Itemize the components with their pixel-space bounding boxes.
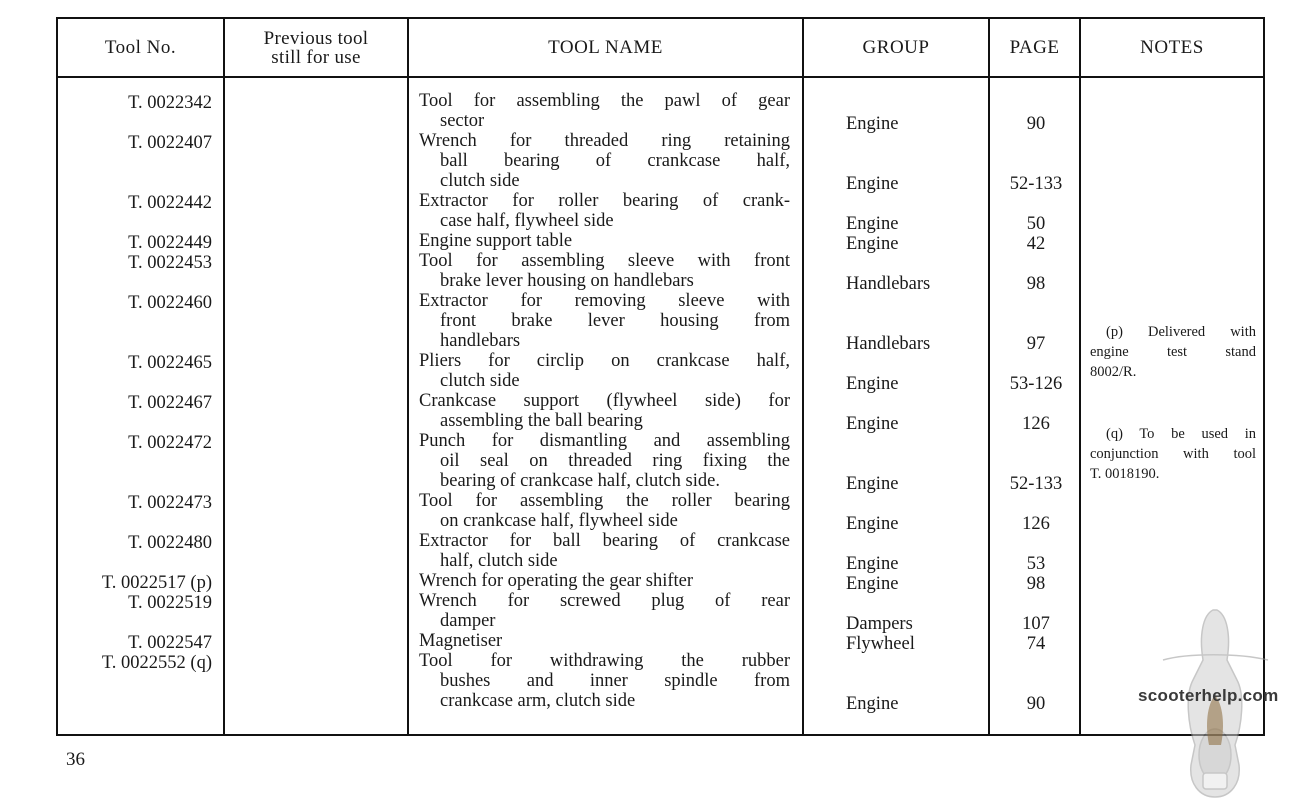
watermark-text: scooterhelp.com — [1138, 686, 1279, 705]
tool-number: T. 0022453 — [128, 253, 212, 273]
note-line: 8002/R. — [1090, 364, 1137, 380]
tool-number: T. 0022467 — [128, 393, 212, 413]
tool-group: Handlebars — [846, 334, 931, 354]
note-line: conjunction with tool — [1090, 446, 1256, 462]
tool-name-line: Wrench for screwed plug of rear — [419, 591, 790, 611]
header-group: GROUP — [862, 36, 930, 58]
tool-name-line: Tool for withdrawing the rubber — [419, 651, 790, 671]
tool-number: T. 0022473 — [128, 493, 212, 513]
tool-number: T. 0022449 — [128, 233, 212, 253]
header-page: PAGE — [1009, 36, 1060, 58]
tool-group: Engine — [846, 414, 899, 434]
column-divider — [223, 19, 225, 734]
tool-name-line: Wrench for threaded ring retaining — [419, 131, 790, 151]
tool-group: Dampers — [846, 614, 913, 634]
tool-page: 53-126 — [1009, 374, 1063, 394]
tool-number: T. 0022480 — [128, 533, 212, 553]
tool-number: T. 0022460 — [128, 293, 212, 313]
column-divider — [988, 19, 990, 734]
tool-name-line: brake lever housing on handlebars — [440, 271, 694, 291]
tool-page: 52-133 — [1009, 474, 1063, 494]
tool-name-line: bearing of crankcase half, clutch side. — [440, 471, 720, 491]
tool-number: T. 0022442 — [128, 193, 212, 213]
note-block — [1090, 424, 1256, 484]
tool-page: 126 — [1022, 514, 1050, 534]
tool-name-line: ball bearing of crankcase half, — [440, 151, 790, 171]
tool-number: T. 0022465 — [128, 353, 212, 373]
column-divider — [1079, 19, 1081, 734]
tool-name-line: Extractor for roller bearing of crank- — [419, 191, 790, 211]
tools-table — [56, 17, 1265, 736]
column-divider — [407, 19, 409, 734]
tool-page: 52-133 — [1009, 174, 1063, 194]
tool-group: Engine — [846, 514, 899, 534]
header-previous-tool — [225, 19, 407, 76]
header-notes: NOTES — [1140, 36, 1204, 58]
note-block — [1090, 322, 1256, 382]
column-divider — [802, 19, 804, 734]
tool-name-line: Pliers for circlip on crankcase half, — [419, 351, 790, 371]
tool-name-line: clutch side — [440, 371, 520, 391]
note-line: (p) Delivered with — [1106, 324, 1256, 340]
tool-name-line: Tool for assembling the pawl of gear — [419, 91, 790, 111]
header-divider — [58, 76, 1263, 78]
tool-name-line: handlebars — [440, 331, 521, 351]
tool-name-line: assembling the ball bearing — [440, 411, 643, 431]
note-line: (q) To be used in — [1106, 426, 1256, 442]
tool-number: T. 0022519 — [128, 593, 212, 613]
tool-name-line: Crankcase support (flywheel side) for — [419, 391, 790, 411]
tool-page: 97 — [1026, 334, 1046, 354]
tool-group: Engine — [846, 474, 899, 494]
tool-name-line: Extractor for ball bearing of crankcase — [419, 531, 790, 551]
tool-page: 98 — [1026, 274, 1046, 294]
tool-number: T. 0022552 (q) — [101, 653, 212, 673]
tool-group: Handlebars — [846, 274, 931, 294]
note-line: T. 0018190. — [1090, 466, 1160, 482]
tool-name-line: sector — [440, 111, 485, 131]
tool-name-line: Magnetiser — [419, 631, 503, 651]
tool-name-line: front brake lever housing from — [440, 311, 790, 331]
tool-name-line: half, clutch side — [440, 551, 558, 571]
tool-name-line: oil seal on threaded ring fixing the — [440, 451, 790, 471]
tool-group: Engine — [846, 174, 899, 194]
tool-name-line: Tool for assembling the roller bearing — [419, 491, 790, 511]
tool-name-line: clutch side — [440, 171, 520, 191]
tool-name-line: Extractor for removing sleeve with — [419, 291, 790, 311]
tool-group: Engine — [846, 114, 899, 134]
tool-name-line: Engine support table — [419, 231, 573, 251]
tool-name-line: Tool for assembling sleeve with front — [419, 251, 790, 271]
note-line: engine test stand — [1090, 344, 1256, 360]
tool-number: T. 0022547 — [128, 633, 212, 653]
tool-name-line: crankcase arm, clutch side — [440, 691, 636, 711]
header-tool-name: TOOL NAME — [548, 36, 663, 58]
tool-group: Engine — [846, 574, 899, 594]
tool-page: 90 — [1026, 694, 1046, 714]
tool-name-line: on crankcase half, flywheel side — [440, 511, 678, 531]
tool-page: 42 — [1026, 234, 1046, 254]
tool-page: 90 — [1026, 114, 1046, 134]
tool-name-line: bushes and inner spindle from — [440, 671, 790, 691]
tool-page: 74 — [1026, 634, 1046, 654]
tool-group: Engine — [846, 214, 899, 234]
tool-name-line: damper — [440, 611, 496, 631]
tool-group: Flywheel — [846, 634, 915, 654]
tool-group: Engine — [846, 374, 899, 394]
tool-number: T. 0022407 — [128, 133, 212, 153]
page-number: 36 — [66, 749, 85, 770]
tool-page: 98 — [1026, 574, 1046, 594]
tool-page: 126 — [1022, 414, 1050, 434]
tool-number: T. 0022517 (p) — [101, 573, 212, 593]
tool-group: Engine — [846, 234, 899, 254]
tool-name-line: Punch for dismantling and assembling — [419, 431, 790, 451]
header-previous-line1: Previous tool — [263, 27, 369, 49]
tool-group: Engine — [846, 554, 899, 574]
tool-group: Engine — [846, 694, 899, 714]
tool-page: 107 — [1022, 614, 1050, 634]
header-previous-line2: still for use — [271, 46, 361, 68]
header-tool-no: Tool No. — [104, 36, 177, 58]
tool-number: T. 0022342 — [128, 93, 212, 113]
tool-page: 50 — [1026, 214, 1046, 234]
tool-name-line: case half, flywheel side — [440, 211, 614, 231]
tool-number: T. 0022472 — [128, 433, 212, 453]
tool-name-line: Wrench for operating the gear shifter — [419, 571, 694, 591]
tool-page: 53 — [1026, 554, 1046, 574]
